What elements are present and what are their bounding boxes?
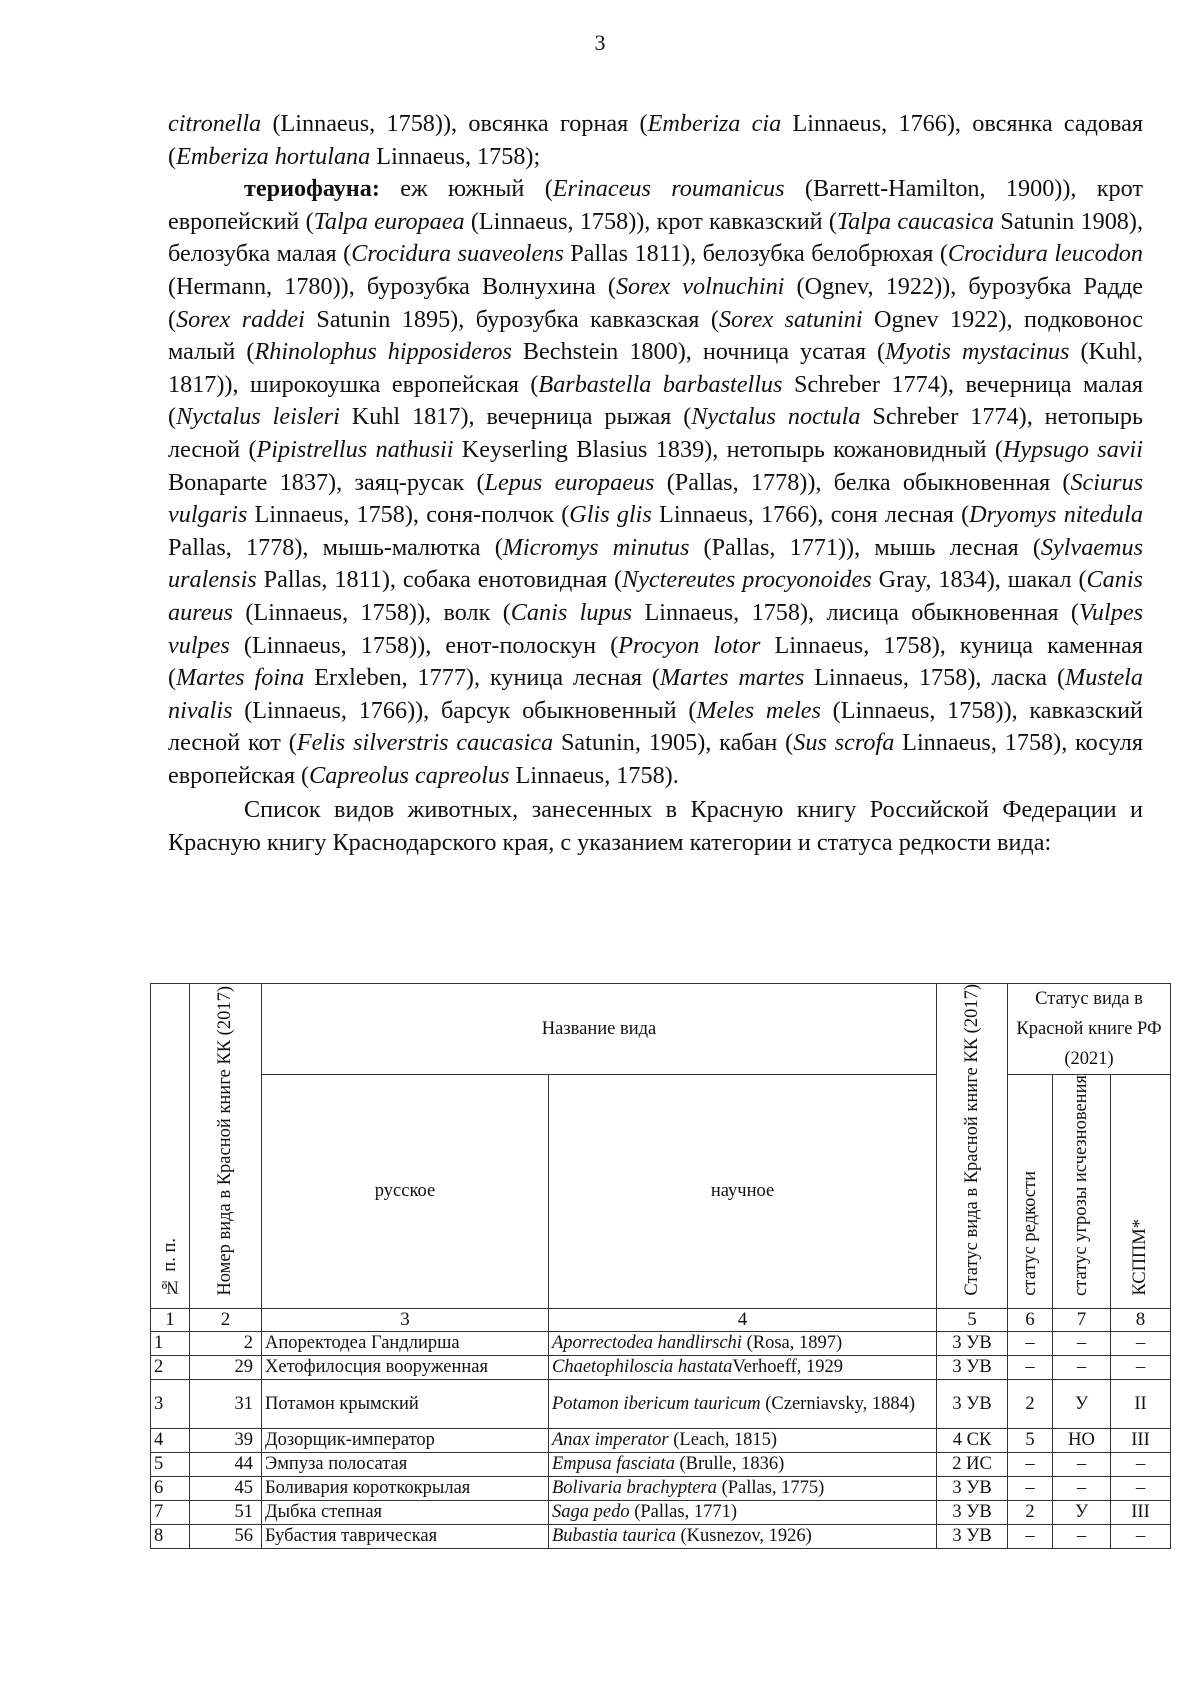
text-span: (Linnaeus, 1758)), енот-полоскун (	[229, 631, 619, 659]
text-span: Linnaeus, 1758), лисица обыкновенная (	[632, 598, 1079, 626]
column-number: 4	[549, 1308, 937, 1331]
russian-name: Дозорщик-император	[262, 1428, 549, 1452]
paragraph-teriofauna	[168, 173, 1143, 792]
author-citation: (Brulle, 1836)	[674, 1454, 785, 1475]
kk-status: 3 УВ	[937, 1355, 1008, 1379]
latin-name: Erinaceus roumanicus	[552, 175, 785, 203]
row-index: 1	[151, 1331, 190, 1355]
rarity-status: –	[1008, 1355, 1053, 1379]
latin-name: citronella	[168, 110, 262, 137]
text-span: Schreber 1774), вечерница малая (	[168, 370, 1143, 431]
latin-name: Glis glis	[569, 501, 652, 529]
threat-status: НО	[1053, 1428, 1111, 1452]
header-index: № п. п.	[151, 984, 190, 1309]
latin-name: Sus scrofa	[793, 729, 895, 757]
latin-name: Lepus europaeus	[484, 468, 655, 496]
table-row	[151, 1476, 1171, 1500]
text-span: Linnaeus, 1766), соня лесная (	[651, 501, 970, 529]
text-span: Linnaeus, 1758), куница каменная (	[168, 631, 1143, 692]
header-kk-status: Статус вида в Красной книге КК (2017)	[937, 984, 1008, 1309]
text-span: Linnaeus, 1758);	[370, 142, 541, 170]
russian-name: Бубастия таврическая	[262, 1524, 549, 1548]
latin-name: Sorex volnuchini	[615, 272, 785, 300]
column-number: 6	[1008, 1308, 1053, 1331]
row-index: 6	[151, 1476, 190, 1500]
column-number: 2	[190, 1308, 262, 1331]
russian-name: Апоректодеа Гандлирша	[262, 1331, 549, 1355]
latin-name: Bubastia taurica	[552, 1526, 676, 1547]
latin-name: Bolivaria brachyptera	[552, 1478, 717, 1499]
text-span: Ognev 1922), подковонос малый (	[168, 305, 1144, 366]
table-row	[151, 1524, 1171, 1548]
text-span: Bonaparte 1837), заяц-русак (	[168, 468, 485, 496]
kk-status: 3 УВ	[937, 1524, 1008, 1548]
text-span: (Pallas, 1771)), мышь лесная (	[689, 533, 1041, 561]
kk-number: 44	[190, 1452, 262, 1476]
kk-status: 3 УВ	[937, 1331, 1008, 1355]
latin-name: Nyctalus leisleri	[176, 403, 340, 431]
text-span: Gray, 1834), шакал (	[871, 566, 1087, 594]
kk-status: 3 УВ	[937, 1476, 1008, 1500]
latin-name: Canis aureus	[168, 566, 1143, 626]
header-rf-status: Статус вида в Красной книге РФ (2021)	[1008, 984, 1171, 1075]
kspm-status: III	[1111, 1428, 1171, 1452]
table-row	[151, 1452, 1171, 1476]
header-rarity: статус редкости	[1008, 1075, 1053, 1309]
latin-name: Pipistrellus nathusii	[256, 435, 454, 463]
row-index: 7	[151, 1500, 190, 1524]
header-kspm: КСППМ*	[1111, 1075, 1171, 1309]
russian-name: Боливария короткокрылая	[262, 1476, 549, 1500]
author-citation: (Pallas, 1771)	[629, 1502, 737, 1523]
kk-number: 31	[190, 1379, 262, 1428]
column-number: 1	[151, 1308, 190, 1331]
text-span: Linnaeus, 1758), косуля европейская (	[168, 729, 1143, 789]
latin-name: Meles meles	[696, 696, 821, 724]
text-span: Linnaeus, 1758), ласка (	[804, 664, 1066, 692]
kk-number: 56	[190, 1524, 262, 1548]
latin-name: Crocidura leucodon	[947, 240, 1143, 268]
latin-name: Empusa fasciata	[552, 1454, 675, 1475]
body-text	[168, 108, 1143, 860]
kspm-status: –	[1111, 1331, 1171, 1355]
latin-name: Nyctereutes procyonoides	[622, 566, 872, 594]
kspm-status: –	[1111, 1476, 1171, 1500]
header-scientific: научное	[549, 1075, 937, 1309]
latin-name: Talpa caucasica	[836, 207, 995, 235]
text-span: Keyserling Blasius 1839), нетопырь кожановидный (	[453, 435, 1003, 463]
section-label: териофауна:	[244, 175, 380, 203]
threat-status: –	[1053, 1331, 1111, 1355]
rarity-status: –	[1008, 1452, 1053, 1476]
text-span: Schreber 1774), нетопырь лесной (	[168, 403, 1144, 463]
latin-name: Sorex satunini	[718, 305, 863, 333]
latin-name: Martes foina	[176, 664, 305, 692]
latin-name: Talpa europaea	[313, 207, 465, 235]
text-span: (Linnaeus, 1758)), волк (	[232, 598, 511, 626]
latin-name: Crocidura suaveolens	[351, 240, 564, 268]
scientific-name	[549, 1331, 937, 1355]
latin-name: Barbastella barbastellus	[538, 370, 783, 398]
threat-status: –	[1053, 1476, 1111, 1500]
latin-name: Martes martes	[659, 664, 805, 692]
author-citation: (Rosa, 1897)	[741, 1333, 843, 1354]
rarity-status: –	[1008, 1476, 1053, 1500]
kspm-status: –	[1111, 1452, 1171, 1476]
scientific-name	[549, 1452, 937, 1476]
text-span: (Barrett-Hamilton, 1900)), крот европейский (	[168, 175, 1143, 235]
latin-name: Hypsugo savii	[1002, 435, 1143, 463]
text-span: Satunin 1908), белозубка малая (	[168, 207, 1143, 268]
russian-name: Дыбка степная	[262, 1500, 549, 1524]
kspm-status: –	[1111, 1524, 1171, 1548]
column-number: 8	[1111, 1308, 1171, 1331]
header-russian: русское	[262, 1075, 549, 1309]
latin-name: Saga pedo	[552, 1502, 630, 1523]
row-index: 3	[151, 1379, 190, 1428]
row-index: 8	[151, 1524, 190, 1548]
column-number: 7	[1053, 1308, 1111, 1331]
scientific-name	[549, 1500, 937, 1524]
author-citation: (Leach, 1815)	[668, 1430, 778, 1451]
species-table	[150, 983, 1171, 1549]
threat-status: У	[1053, 1379, 1111, 1428]
latin-name: Chaetophiloscia hastata	[552, 1357, 733, 1378]
latin-name: Sylvaemus uralensis	[168, 533, 1143, 594]
column-number: 5	[937, 1308, 1008, 1331]
text-span: еж южный (	[379, 175, 553, 203]
latin-name: Dryomys nitedula	[969, 501, 1143, 529]
threat-status: У	[1053, 1500, 1111, 1524]
row-index: 4	[151, 1428, 190, 1452]
column-number-row	[151, 1308, 1171, 1331]
text-span: Kuhl 1817), вечерница рыжая (	[339, 403, 692, 431]
latin-name: Nyctalus noctula	[691, 403, 861, 431]
latin-name: Myotis mystacinus	[885, 338, 1070, 366]
text-span: (Linnaeus, 1758)), овсянка горная (	[261, 110, 648, 137]
rarity-status: –	[1008, 1524, 1053, 1548]
text-span: (Ognev, 1922)), бурозубка Радде (	[168, 272, 1143, 333]
text-span: Bechstein 1800), ночница усатая (	[511, 338, 886, 366]
kk-number: 51	[190, 1500, 262, 1524]
scientific-name	[549, 1379, 937, 1428]
header-threat: статус угрозы исчезновения	[1053, 1075, 1111, 1309]
table-row	[151, 1379, 1171, 1428]
row-index: 2	[151, 1355, 190, 1379]
author-citation: (Czerniavsky, 1884)	[760, 1393, 916, 1414]
paragraph-birds-end	[168, 108, 1143, 173]
text-span: (Linnaeus, 1766)), барсук обыкновенный (	[232, 696, 697, 724]
author-citation: (Pallas, 1775)	[716, 1478, 825, 1499]
rarity-status: 2	[1008, 1500, 1053, 1524]
russian-name: Потамон крымский	[262, 1379, 549, 1428]
scientific-name	[549, 1476, 937, 1500]
text-span: Linnaeus, 1758).	[509, 761, 679, 789]
column-number: 3	[262, 1308, 549, 1331]
threat-status: –	[1053, 1452, 1111, 1476]
latin-name: Aporrectodea handlirschi	[552, 1333, 742, 1354]
latin-name: Felis silverstris caucasica	[296, 729, 554, 757]
header-species-name: Название вида	[262, 984, 937, 1075]
table-row	[151, 1428, 1171, 1452]
latin-name: Anax imperator	[552, 1430, 669, 1451]
latin-name: Micromys minutus	[502, 533, 690, 561]
text-span: (Linnaeus, 1758)), крот кавказский (	[464, 207, 837, 235]
latin-name: Sorex raddei	[176, 305, 305, 333]
latin-name: Emberiza cia	[647, 110, 782, 137]
latin-name: Sciurus vulgaris	[168, 468, 1143, 529]
text-span: Linnaeus, 1766), овсянка садовая (	[168, 110, 1143, 170]
header-kk-number: Номер вида в Красной книге КК (2017)	[190, 984, 262, 1309]
scientific-name	[549, 1355, 937, 1379]
text-span: (Linnaeus, 1758)), кавказский лесной кот (	[168, 696, 1143, 757]
text-span: (Kuhl, 1817)), широкоушка европейская (	[168, 338, 1143, 398]
scientific-name	[549, 1524, 937, 1548]
kk-status: 2 ИС	[937, 1452, 1008, 1476]
kk-number: 45	[190, 1476, 262, 1500]
latin-name: Canis lupus	[510, 598, 633, 626]
table-row	[151, 1331, 1171, 1355]
latin-name: Mustela nivalis	[168, 664, 1143, 724]
scientific-name	[549, 1428, 937, 1452]
kk-number: 29	[190, 1355, 262, 1379]
latin-name: Procyon lotor	[618, 631, 761, 659]
text-span: Pallas, 1811), собака енотовидная (	[256, 566, 623, 594]
table-row	[151, 1355, 1171, 1379]
text-span: Satunin 1895), бурозубка кавказская (	[304, 305, 719, 333]
text-span: Linnaeus, 1758), соня-полчок (	[247, 501, 570, 529]
kspm-status: II	[1111, 1379, 1171, 1428]
rarity-status: 2	[1008, 1379, 1053, 1428]
rarity-status: 5	[1008, 1428, 1053, 1452]
latin-name: Rhinolophus hipposideros	[254, 338, 512, 366]
page-number: 3	[594, 30, 606, 55]
paragraph-list-intro: Список видов животных, занесенных в Красную книгу Российской Федерации и Красную книгу Краснодарского края, с указанием категории и статуса редкости вида:	[168, 796, 1143, 857]
threat-status: –	[1053, 1524, 1111, 1548]
kk-status: 3 УВ	[937, 1379, 1008, 1428]
kk-status: 3 УВ	[937, 1500, 1008, 1524]
author-citation: (Kusnezov, 1926)	[675, 1526, 812, 1547]
kspm-status: III	[1111, 1500, 1171, 1524]
kk-number: 2	[190, 1331, 262, 1355]
kspm-status: –	[1111, 1355, 1171, 1379]
latin-name: Capreolus capreolus	[309, 761, 510, 789]
text-span: Erxleben, 1777), куница лесная (	[304, 664, 660, 692]
rarity-status: –	[1008, 1331, 1053, 1355]
russian-name: Хетофилосция вооруженная	[262, 1355, 549, 1379]
kk-number: 39	[190, 1428, 262, 1452]
text-span: Pallas, 1778), мышь-малютка (	[168, 533, 503, 561]
author-citation: Verhoeff, 1929	[732, 1357, 844, 1378]
text-span: Pallas 1811), белозубка белобрюхая (	[563, 240, 948, 268]
row-index: 5	[151, 1452, 190, 1476]
latin-name: Vulpes vulpes	[168, 598, 1143, 659]
threat-status: –	[1053, 1355, 1111, 1379]
russian-name: Эмпуза полосатая	[262, 1452, 549, 1476]
text-span: (Pallas, 1778)), белка обыкновенная (	[654, 468, 1071, 496]
text-span: Satunin, 1905), кабан (	[553, 729, 794, 757]
kk-status: 4 СК	[937, 1428, 1008, 1452]
table-row	[151, 1500, 1171, 1524]
text-span: (Hermann, 1780)), бурозубка Волнухина (	[168, 272, 616, 300]
latin-name: Emberiza hortulana	[176, 142, 371, 170]
latin-name: Potamon ibericum tauricum	[552, 1393, 761, 1414]
